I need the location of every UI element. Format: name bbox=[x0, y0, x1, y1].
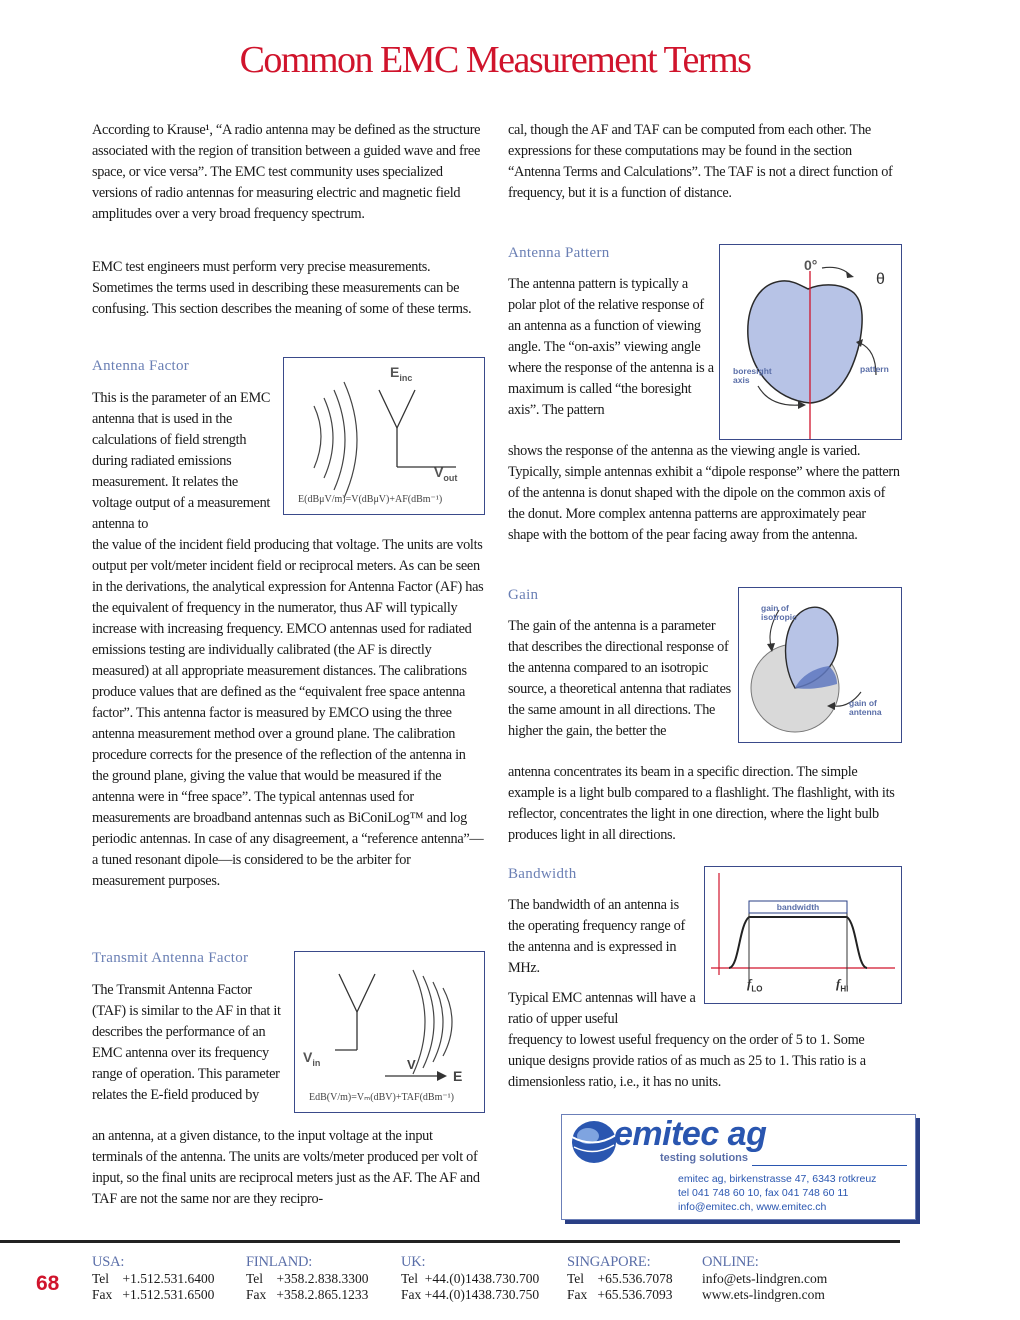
emitec-web[interactable]: info@emitec.ch, www.emitec.ch bbox=[678, 1201, 827, 1213]
intro-paragraph-1: According to Krause¹, “A radio antenna may be defined as the structure associated with the region of transition between a guided wave and free space, or vice versa”. The EMC test community uses specialized versions of radio antennas for measuring electric and magnetic field amplitudes over a very broad frequency spectrum. bbox=[92, 122, 481, 222]
antenna-pattern-text-wrapped: The antenna pattern is typically a polar plot of the relative response of an antenna as a function of viewing angle. The “on-axis” viewing angle where the response of the antenna is a maximum is called “the boresight axis”. The pattern bbox=[508, 276, 714, 418]
office-fax: Fax +65.536.7093 bbox=[567, 1287, 673, 1302]
transmit-antenna-factor-heading: Transmit Antenna Factor bbox=[92, 950, 249, 966]
bandwidth-diagram bbox=[705, 867, 901, 1003]
bandwidth-curve bbox=[729, 917, 867, 968]
bandwidth-text: frequency to lowest useful frequency on the order of 5 to 1. Some unique designs provide ratios of as much as 25 to 1. This ratio is a dimensionless ratio, i.e., it has no units. bbox=[508, 1032, 866, 1090]
office-tel: Tel +358.2.838.3300 bbox=[246, 1271, 369, 1286]
emitec-phone: tel 041 748 60 10, fax 041 748 60 11 bbox=[678, 1187, 849, 1199]
office-singapore bbox=[567, 1254, 673, 1303]
online-email-link[interactable]: info@ets-lindgren.com bbox=[702, 1271, 828, 1286]
boresight-axis-label: boresight axis bbox=[733, 366, 772, 385]
zero-degree-label: 0° bbox=[804, 257, 818, 273]
page-number: 68 bbox=[36, 1272, 60, 1295]
office-fax: Fax +1.512.531.6500 bbox=[92, 1287, 215, 1302]
gain-antenna-label: gain of antenna bbox=[849, 698, 882, 717]
f-lo-label: $f_{LO}$ bbox=[747, 976, 763, 994]
bandwidth-text-ratio: Typical EMC antennas will have a ratio of upper useful bbox=[508, 990, 696, 1027]
taf-continuation-text: cal, though the AF and TAF can be computed from each other. The expressions for these computations may be found in the section “Antenna Terms and Calculations”. The TAF is not a direct function of frequency, but it is a function of distance. bbox=[508, 122, 893, 201]
office-fax: Fax +44.(0)1438.730.750 bbox=[401, 1287, 540, 1302]
office-tel: Tel +65.536.7078 bbox=[567, 1271, 673, 1286]
bandwidth-heading: Bandwidth bbox=[508, 866, 577, 882]
v-in-label: $V_{in}$ bbox=[303, 1049, 321, 1068]
theta-label: θ bbox=[876, 271, 885, 288]
antenna-factor-heading: Antenna Factor bbox=[92, 358, 190, 374]
page-title: Common EMC Measurement Terms bbox=[239, 39, 751, 81]
bandwidth-figure bbox=[704, 866, 902, 1004]
emitec-globe-logo bbox=[568, 1117, 620, 1167]
f-hi-label: $f_{HI}$ bbox=[836, 976, 849, 994]
transmit-antenna-factor-figure bbox=[294, 951, 485, 1113]
office-uk bbox=[401, 1254, 539, 1303]
office-finland bbox=[246, 1254, 369, 1303]
gain-isotropic-label: gain of isotropic bbox=[761, 603, 797, 622]
antenna-pattern-heading: Antenna Pattern bbox=[508, 245, 610, 261]
gain-heading: Gain bbox=[508, 587, 539, 603]
v-arrow-label: V bbox=[407, 1057, 416, 1072]
antenna-pattern-figure bbox=[719, 244, 902, 440]
gain-text-wrapped: The gain of the antenna is a parameter that describes the directional response of the antenna compared to an isotropic source, a theoretical antenna that radiates the same amount in all directions. The higher the gain, the better the bbox=[508, 618, 731, 739]
antenna-pattern-text: shows the response of the antenna as the viewing angle is varied. Typically, simple antennas exhibit a “dipole response” where the pattern of the antenna is donut shaped with the dipole on the common axis of the donut. More complex antenna patterns are approximately pear shape with the bottom of the pear facing away from the antenna. bbox=[508, 443, 900, 543]
gain-figure bbox=[738, 587, 902, 743]
emitec-divider bbox=[752, 1165, 907, 1166]
antenna-factor-text-wrapped: This is the parameter of an EMC antenna that is used in the calculations of field strength during radiated emissions measurement. It relates the voltage output of a measurement antenna to bbox=[92, 390, 271, 532]
af-formula: E(dBμV/m)=V(dBμV)+AF(dBm⁻¹) bbox=[298, 494, 443, 505]
emitec-address: emitec ag, birkenstrasse 47, 6343 rotkreuz bbox=[678, 1173, 877, 1185]
office-fax: Fax +358.2.865.1233 bbox=[246, 1287, 369, 1302]
office-online bbox=[702, 1254, 827, 1303]
taf-text: an antenna, at a given distance, to the input voltage at the input terminals of the antenna. The units are volts/meter produced per volt of input, so the final units are reciprocal meters just as the AF. The AF and TAF are not the same nor are they recipro- bbox=[92, 1128, 480, 1207]
office-name: USA: bbox=[92, 1254, 125, 1270]
transmit-antenna-diagram bbox=[295, 952, 484, 1112]
footer-divider bbox=[0, 1240, 900, 1243]
pattern-label: pattern bbox=[860, 364, 889, 374]
intro-paragraph-2: EMC test engineers must perform very precise measurements. Sometimes the terms used in describing these measurements can be confusing. This section describes the meaning of some of these terms. bbox=[92, 259, 472, 317]
office-usa bbox=[92, 1254, 215, 1303]
emitec-tagline: testing solutions bbox=[660, 1152, 748, 1164]
receive-antenna-diagram bbox=[284, 358, 484, 514]
polar-pattern-diagram bbox=[720, 245, 901, 439]
antenna-factor-figure bbox=[283, 357, 485, 515]
office-tel: Tel +44.(0)1438.730.700 bbox=[401, 1271, 540, 1286]
office-name: FINLAND: bbox=[246, 1254, 313, 1270]
taf-text-wrapped: The Transmit Antenna Factor (TAF) is similar to the AF in that it describes the performance of an EMC antenna over its frequency range of operation. This parameter relates the E-field produced by bbox=[92, 982, 281, 1103]
online-website-link[interactable]: www.ets-lindgren.com bbox=[702, 1287, 825, 1302]
e-incident-label: $E_{inc}$ bbox=[390, 364, 413, 383]
taf-formula: EdB(V/m)=Vₘ(dBV)+TAF(dBm⁻¹) bbox=[309, 1092, 454, 1103]
gain-text: antenna concentrates its beam in a specific direction. The simple example is a light bulb compared to a flashlight. The flashlight, with its reflector, concentrates the light in one direction, where the light bulb produces light in all directions. bbox=[508, 764, 895, 843]
bandwidth-label: bandwidth bbox=[776, 902, 820, 912]
antenna-factor-text: the value of the incident field producing that voltage. The units are volts output per volt/meter incident field or reciprocal meters. As can be seen in the derivations, the analytical expression for Antenna Factor (AF) has the equivalent of frequency in the numerator, thus AF will typically increase with increasing frequency. EMCO antennas used for radiated emissions testing are individually calibrated (the AF is directly measured) at all appropriate measurement distances. The calibrations produce values that are defined as the “equivalent free space antenna factor”. This antenna factor is measured by EMCO using the three antenna measurement method over a ground plane. The calibration procedure corrects for the presence of the reflection of the antenna in the ground plane, giving the value that would be measured if the antenna were in “free space”. The typical antennas used for measurements are broadband antennas such as BiConiLog™ and log periodic antennas. In case of any disagreement, a “reference antenna”— a tuned resonant dipole—is considered to be the arbiter for measurement purposes. bbox=[92, 537, 484, 889]
office-name: SINGAPORE: bbox=[567, 1254, 651, 1270]
emitec-brand: emitec ag bbox=[614, 1115, 767, 1153]
office-tel: Tel +1.512.531.6400 bbox=[92, 1271, 215, 1286]
emitec-advertisement[interactable] bbox=[561, 1114, 916, 1220]
v-out-label: $V_{out}$ bbox=[434, 464, 458, 483]
office-name: UK: bbox=[401, 1254, 426, 1270]
office-name: ONLINE: bbox=[702, 1254, 759, 1270]
bandwidth-text-wrapped: The bandwidth of an antenna is the operating frequency range of the antenna and is expressed in MHz. bbox=[508, 897, 685, 976]
e-field-label: E bbox=[453, 1068, 463, 1084]
